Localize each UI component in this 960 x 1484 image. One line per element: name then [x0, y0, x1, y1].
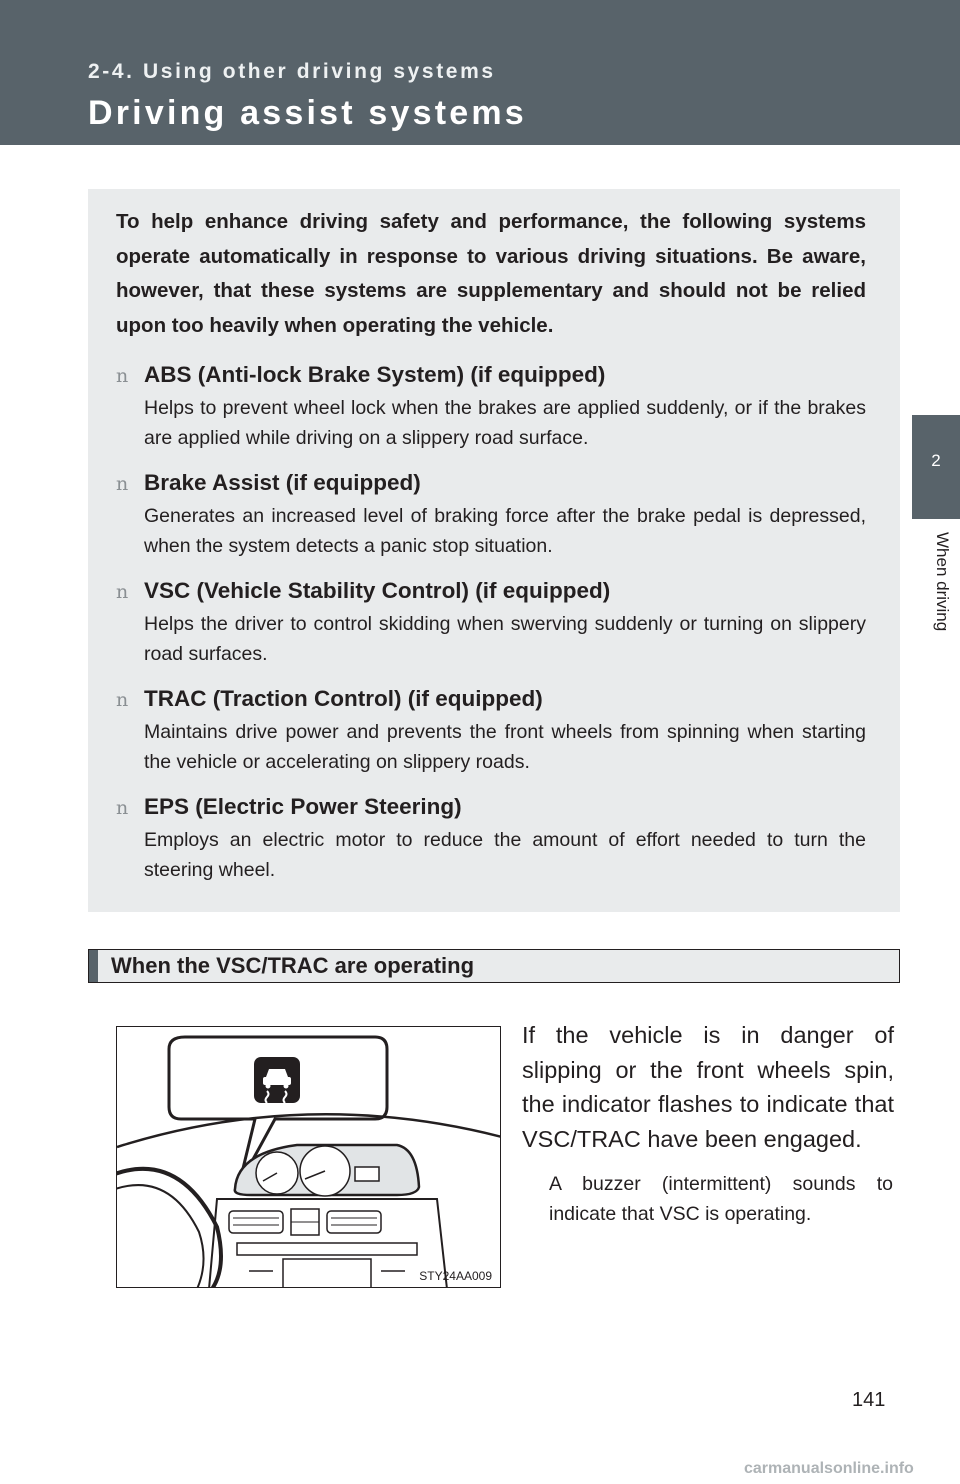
chapter-tab[interactable]: 2	[912, 415, 960, 519]
system-description: Generates an increased level of braking force after the brake pedal is depressed, when the system detects a panic stop situation.	[144, 505, 866, 557]
section-title: 2-4. Using other driving systems	[88, 60, 496, 83]
subsection-heading	[88, 949, 900, 983]
system-item-abs	[116, 359, 866, 453]
intro-text: To help enhance driving safety and performance, the following systems operate automatically in response to various driving situations. Be aware, however, that these systems are supplementary and should not be relied upon too heavily when operating the vehicle.	[116, 210, 866, 337]
system-heading	[116, 467, 866, 499]
center-vents	[209, 1199, 447, 1288]
system-item-brake-assist	[116, 467, 866, 561]
figure-code: STY24AA009	[419, 1269, 492, 1283]
system-heading-text: ABS (Anti-lock Brake System) (if equipped)	[144, 362, 606, 387]
bullet-icon: n	[116, 365, 129, 387]
system-item-eps	[116, 791, 866, 885]
summary-box	[88, 189, 900, 912]
bullet-icon: n	[116, 797, 129, 819]
system-item-vsc	[116, 575, 866, 669]
bullet-icon: n	[116, 581, 129, 603]
system-heading-text: VSC (Vehicle Stability Control) (if equipped)	[144, 578, 611, 603]
main-paragraph: If the vehicle is in danger of slipping or the front wheels spin, the indicator flashes to indicate that VSC/TRAC have been engaged.	[522, 1022, 894, 1152]
buzzer-note: A buzzer (intermittent) sounds to indicate that VSC is operating.	[549, 1173, 893, 1225]
steering-wheel	[117, 1169, 221, 1288]
heading-bar	[89, 950, 98, 982]
chapter-label: When driving	[933, 532, 952, 632]
system-heading	[116, 683, 866, 715]
bullet-icon: n	[116, 689, 129, 711]
page-header	[0, 0, 960, 145]
page-number: 141	[852, 1389, 886, 1411]
page-title: Driving assist systems	[88, 94, 527, 132]
system-description: Helps to prevent wheel lock when the brakes are applied suddenly, or if the brakes are applied while driving on a slippery road surface.	[144, 397, 866, 449]
system-heading	[116, 359, 866, 391]
dashboard-illustration	[116, 1026, 501, 1288]
dashboard-drawing	[117, 1027, 501, 1288]
system-heading-text: TRAC (Traction Control) (if equipped)	[144, 686, 543, 711]
watermark[interactable]: carmanualsonline.info	[744, 1460, 914, 1477]
system-description: Maintains drive power and prevents the front wheels from spinning when starting the vehicle or accelerating on slippery roads.	[144, 721, 866, 773]
system-heading	[116, 791, 866, 823]
system-heading	[116, 575, 866, 607]
system-heading-text: EPS (Electric Power Steering)	[144, 794, 462, 819]
slip-indicator-icon	[254, 1057, 300, 1103]
system-heading-text: Brake Assist (if equipped)	[144, 470, 421, 495]
bullet-icon: n	[116, 473, 129, 495]
instrument-cluster	[235, 1145, 419, 1196]
system-description: Helps the driver to control skidding when swerving suddenly or turning on slippery road surfaces.	[144, 613, 866, 665]
system-item-trac	[116, 683, 866, 777]
subsection-heading-text: When the VSC/TRAC are operating	[111, 953, 475, 978]
system-description: Employs an electric motor to reduce the amount of effort needed to turn the steering wheel.	[144, 829, 866, 881]
